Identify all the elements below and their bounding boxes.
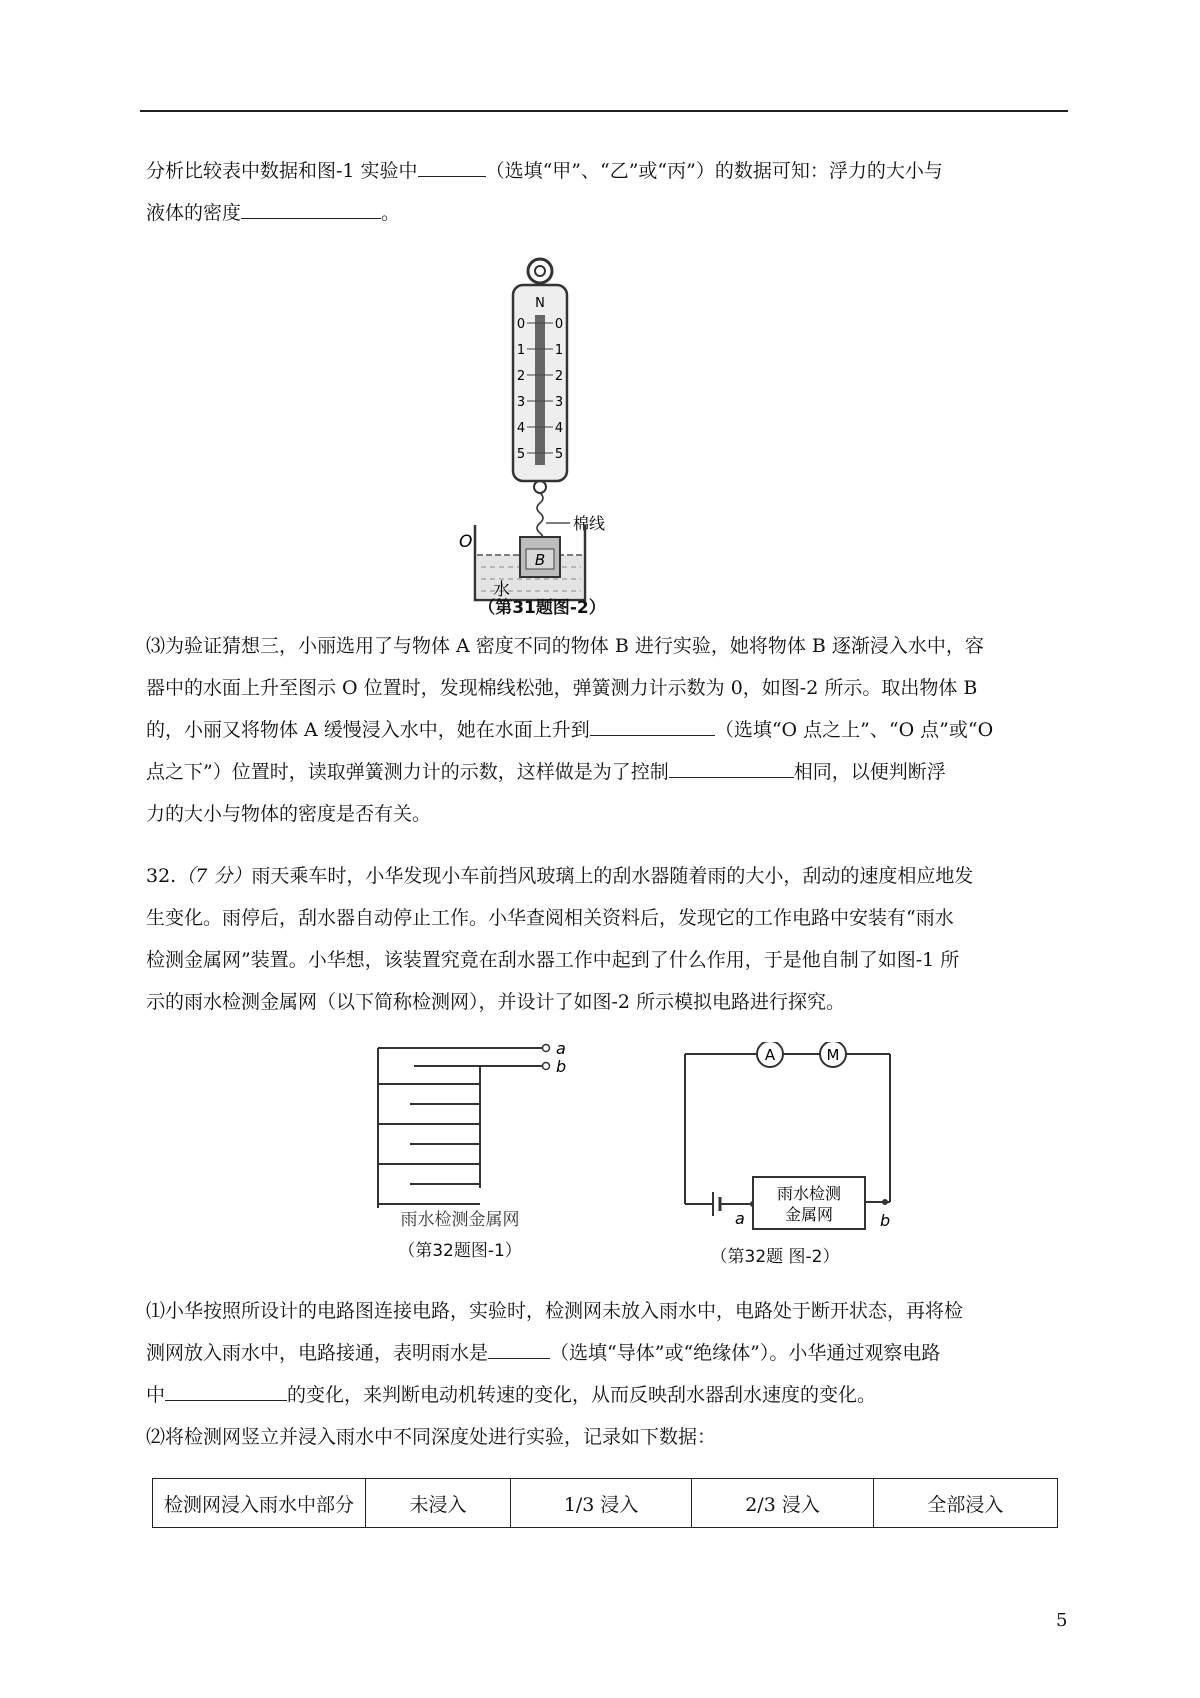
para1-line2-b: 。 <box>381 202 401 224</box>
para2-line3-b: （选填“O 点之上”、“O 点”或“O <box>714 719 994 741</box>
scale-tick-left: 3 <box>516 395 526 410</box>
q32-line1: 雨天乘车时，小华发现小车前挡风玻璃上的刮水器随着雨的大小，刮动的速度相应地发 <box>251 865 974 887</box>
q32-line2: 生变化。雨停后，刮水器自动停止工作。小华查阅相关资料后，发现它的工作电路中安装有“雨水 <box>146 907 954 929</box>
answer-blank-2[interactable] <box>241 196 381 219</box>
table-cell: 未浸入 <box>366 1479 511 1528</box>
motor-label: M <box>826 1046 840 1064</box>
figure-32-1 <box>370 1040 580 1275</box>
para2-line5: 力的大小与物体的密度是否有关。 <box>146 803 432 825</box>
figure-32-2-caption: （第32题 图-2） <box>710 1247 840 1267</box>
para3-line4: ⑵将检测网竖立并浸入雨水中不同深度处进行实验，记录如下数据： <box>146 1426 717 1448</box>
level-o-label: O <box>459 532 473 552</box>
figure-31-2 <box>455 255 625 620</box>
terminal-b-dot <box>543 1063 550 1070</box>
q32-score: （7 分） <box>176 865 252 887</box>
question-32 <box>146 855 1066 1023</box>
object-b-label: B <box>534 551 546 569</box>
mesh-terminal-b: b <box>556 1057 567 1076</box>
ammeter-label: A <box>764 1046 776 1064</box>
scale-tick-right: 3 <box>554 395 564 410</box>
mesh-box-line1: 雨水检测 <box>776 1184 842 1203</box>
answer-blank-1[interactable] <box>418 154 486 177</box>
figure-32-2 <box>675 1042 915 1282</box>
table-cell: 1/3 浸入 <box>510 1479 691 1528</box>
para2-line3-a: 的，小丽又将物体 A 缓慢浸入水中，她在水面上升到 <box>146 719 590 741</box>
mesh-terminal-a: a <box>556 1040 566 1058</box>
para1-line1-b: （选填“甲”、“乙”或“丙”）的数据可知：浮力的大小与 <box>485 160 943 182</box>
para3-line2-b: （选填“导体”或“绝缘体”）。小华通过观察电路 <box>550 1342 941 1364</box>
scale-tick-left: 0 <box>516 317 526 332</box>
table-cell: 全部浸入 <box>873 1479 1057 1528</box>
circuit-terminal-b-dot <box>882 1199 888 1205</box>
para-guess-three <box>146 625 1066 835</box>
q32-number: 32. <box>146 865 177 887</box>
scale-tick-left: 2 <box>516 369 526 384</box>
scale-tick-right: 4 <box>554 421 564 436</box>
para3-line1: ⑴小华按照所设计的电路图连接电路，实验时，检测网未放入雨水中，电路处于断开状态，再将检 <box>146 1300 964 1322</box>
table-row <box>153 1479 1058 1528</box>
para-buoyancy-density <box>146 150 1066 234</box>
data-table <box>152 1478 1058 1528</box>
q32-line3: 检测金属网”装置。小华想，该装置究竟在刮水器工作中起到了什么作用，于是他自制了如图-1 所 <box>146 949 960 971</box>
scale-tick-right: 2 <box>554 369 564 384</box>
table-cell: 2/3 浸入 <box>692 1479 873 1528</box>
para2-line4-b: 相同，以便判断浮 <box>793 761 946 783</box>
scale-tick-right: 0 <box>554 317 564 332</box>
para3-line3-a: 中 <box>146 1384 166 1406</box>
header-rule <box>140 110 1068 112</box>
page-number: 5 <box>1056 1610 1068 1631</box>
para3-line2-a: 测网放入雨水中，电路接通，表明雨水是 <box>146 1342 489 1364</box>
mesh-label: 雨水检测金属网 <box>400 1210 520 1230</box>
scale-tick-left: 5 <box>516 447 526 462</box>
figure-31-caption: （第31题图-2） <box>478 598 606 618</box>
figure-32-1-caption: （第32题图-1） <box>398 1241 522 1261</box>
circuit-terminal-b: b <box>880 1211 891 1230</box>
answer-blank-4[interactable] <box>669 755 794 778</box>
para2-line4-a: 点之下”）位置时，读取弹簧测力计的示数，这样做是为了控制 <box>146 761 669 783</box>
scale-tick-left: 4 <box>516 421 526 436</box>
scale-unit-label: N <box>535 296 545 311</box>
answer-blank-6[interactable] <box>165 1378 287 1401</box>
scale-tick-right: 1 <box>554 343 564 358</box>
para1-line1-a: 分析比较表中数据和图-1 实验中 <box>146 160 418 182</box>
scale-tick-right: 5 <box>554 447 564 462</box>
answer-blank-3[interactable] <box>590 713 715 736</box>
para-experiment <box>146 1290 1066 1458</box>
terminal-a-dot <box>543 1045 550 1052</box>
water-label: 水 <box>493 580 510 600</box>
scale-tick-left: 1 <box>516 343 526 358</box>
scale-hook <box>534 481 546 493</box>
q32-line4: 示的雨水检测金属网（以下简称检测网），并设计了如图-2 所示模拟电路进行探究。 <box>146 991 846 1013</box>
para1-line2-a: 液体的密度 <box>146 202 242 224</box>
para2-line1: ⑶为验证猜想三，小丽选用了与物体 A 密度不同的物体 B 进行实验，她将物体 B 逐渐浸入水中，容 <box>146 635 984 657</box>
scale-ring <box>528 259 552 283</box>
thread-label: 棉线 <box>573 514 606 533</box>
circuit-terminal-a: a <box>735 1209 745 1228</box>
mesh-box-line2: 金属网 <box>784 1205 834 1224</box>
scale-spring <box>535 315 545 465</box>
answer-blank-5[interactable] <box>488 1336 550 1359</box>
table-header-cell: 检测网浸入雨水中部分 <box>153 1479 366 1528</box>
para3-line3-b: 的变化，来判断电动机转速的变化，从而反映刮水器刮水速度的变化。 <box>287 1384 877 1406</box>
para2-line2: 器中的水面上升至图示 O 位置时，发现棉线松弛，弹簧测力计示数为 0，如图-2 所示。取出物体 B <box>146 677 978 699</box>
